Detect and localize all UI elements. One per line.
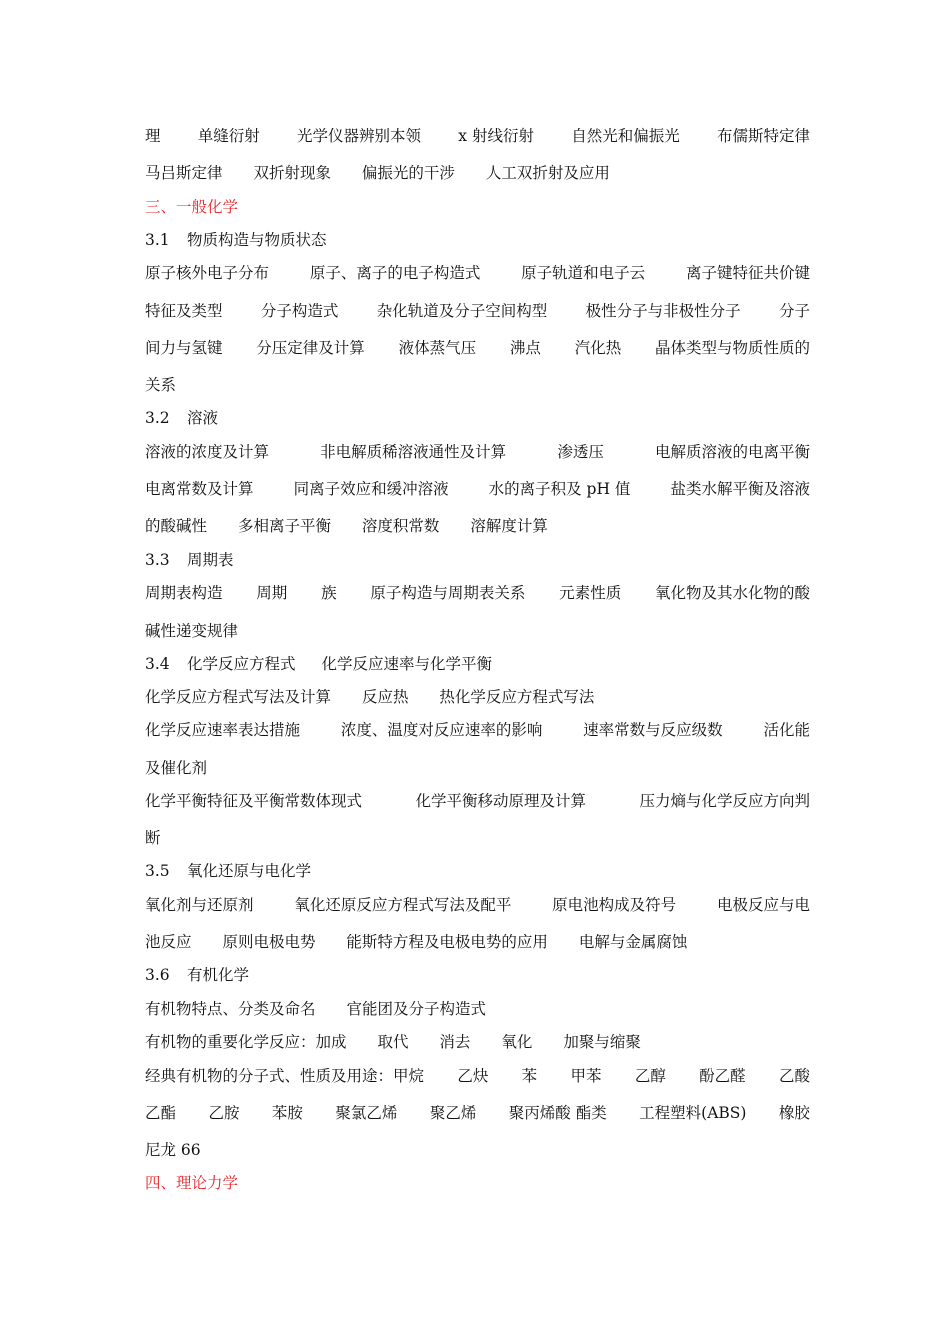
subsection-title: 周期表 xyxy=(187,551,234,569)
text-phrase: 氧化 xyxy=(501,1033,533,1051)
text-phrase: 渗透压 xyxy=(557,443,604,461)
text-phrase: 原电池构成及符号 xyxy=(552,896,677,914)
section-heading: 三、一般化学 xyxy=(145,198,239,216)
text-phrase: 非电解质稀溶液通性及计算 xyxy=(320,443,507,461)
text-phrase: 分子构造式 xyxy=(260,302,339,320)
text-phrase: 关系 xyxy=(145,376,177,394)
text-phrase: 压力熵与化学反应方向判 xyxy=(639,792,810,810)
text-phrase: x 射线衍射 xyxy=(458,127,534,145)
text-line xyxy=(145,998,810,1020)
text-line xyxy=(145,894,810,916)
text-phrase: 的酸碱性 xyxy=(145,517,208,535)
subsection-heading xyxy=(145,407,810,429)
subsection-title: 有机化学 xyxy=(187,966,250,984)
text-phrase: 酚乙醛 xyxy=(699,1067,746,1085)
subsection-heading xyxy=(145,964,810,986)
text-phrase: 取代 xyxy=(377,1033,409,1051)
text-line xyxy=(145,1102,810,1124)
text-phrase: 氧化物及其水化物的酸 xyxy=(654,584,810,602)
text-phrase: 活化能 xyxy=(763,721,810,739)
subsection-number: 3.2 xyxy=(145,409,170,427)
text-phrase: 乙胺 xyxy=(208,1104,240,1122)
text-line xyxy=(145,374,810,396)
text-phrase: 沸点 xyxy=(509,339,541,357)
subsection-number: 3.4 xyxy=(145,655,170,673)
text-phrase: 溶解度计算 xyxy=(470,517,548,535)
text-line xyxy=(145,1065,810,1087)
subsection-heading xyxy=(145,653,810,675)
text-phrase: 官能团及分子构造式 xyxy=(346,1000,486,1018)
text-phrase: 氧化剂与还原剂 xyxy=(145,896,254,914)
text-phrase: 溶液的浓度及计算 xyxy=(145,443,270,461)
text-phrase: 多相离子平衡 xyxy=(237,517,331,535)
text-phrase: 乙醇 xyxy=(634,1067,666,1085)
subsection-heading xyxy=(145,229,810,251)
subsection-heading xyxy=(145,860,810,882)
text-phrase: 人工双折射及应用 xyxy=(485,164,610,182)
text-phrase: 聚乙烯 xyxy=(429,1104,477,1122)
text-phrase: 热化学反应方程式写法 xyxy=(439,688,595,706)
text-phrase: 理 xyxy=(145,127,161,145)
text-phrase: 光学仪器辨别本领 xyxy=(297,127,422,145)
text-phrase: 原子构造与周期表关系 xyxy=(370,584,526,602)
subsection-number: 3.3 xyxy=(145,551,170,569)
text-phrase: 偏振光的干涉 xyxy=(361,164,455,182)
text-phrase: 甲苯 xyxy=(570,1067,602,1085)
subsection-number: 3.5 xyxy=(145,862,170,880)
text-line xyxy=(145,790,810,812)
text-phrase: 原子核外电子分布 xyxy=(145,264,270,282)
text-line xyxy=(145,515,810,537)
text-line xyxy=(145,686,810,708)
text-phrase: 氧化还原反应方程式写法及配平 xyxy=(294,896,512,914)
text-phrase: 分压定律及计算 xyxy=(256,339,365,357)
subsection-number: 3.1 xyxy=(145,231,170,249)
subsection-number: 3.6 xyxy=(145,966,170,984)
text-phrase: 加聚与缩聚 xyxy=(563,1033,641,1051)
text-phrase: 碱性递变规律 xyxy=(145,622,239,640)
subsection-title: 化学反应速率与化学平衡 xyxy=(321,655,493,673)
text-phrase: 及催化剂 xyxy=(145,759,208,777)
text-phrase: 聚氯乙烯 xyxy=(335,1104,398,1122)
text-line xyxy=(145,337,810,359)
text-phrase: 周期 xyxy=(256,584,288,602)
text-phrase: 反应热 xyxy=(361,688,409,706)
text-phrase: 极性分子与非极性分子 xyxy=(585,302,741,320)
subsection-title: 溶液 xyxy=(187,409,219,427)
text-phrase: 盐类水解平衡及溶液 xyxy=(670,480,810,498)
text-phrase: 单缝衍射 xyxy=(197,127,260,145)
text-phrase: 双折射现象 xyxy=(253,164,331,182)
text-line xyxy=(145,931,810,953)
text-phrase: 水的离子积及 pH 值 xyxy=(488,480,631,498)
text-phrase: 尼龙 66 xyxy=(145,1141,201,1159)
text-phrase: 池反应 xyxy=(145,933,192,951)
text-phrase: 能斯特方程及电极电势的应用 xyxy=(346,933,548,951)
text-line xyxy=(145,620,810,642)
subsection-title: 物质构造与物质状态 xyxy=(187,231,327,249)
text-line xyxy=(145,1139,810,1161)
text-phrase: 速率常数与反应级数 xyxy=(583,721,723,739)
text-phrase: 断 xyxy=(145,829,161,847)
text-phrase: 消去 xyxy=(439,1033,471,1051)
text-phrase: 杂化轨道及分子空间构型 xyxy=(376,302,548,320)
text-phrase: 橡胶 xyxy=(778,1104,810,1122)
text-line xyxy=(145,827,810,849)
text-phrase: 化学平衡移动原理及计算 xyxy=(415,792,586,810)
text-line xyxy=(145,478,810,500)
text-phrase: 特征及类型 xyxy=(145,302,223,320)
text-phrase: 聚丙烯酸 酯类 xyxy=(508,1104,607,1122)
text-phrase: 液体蒸气压 xyxy=(398,339,477,357)
subsection-title: 化学反应方程式 xyxy=(187,655,296,673)
text-line xyxy=(145,300,810,322)
text-phrase: 浓度、温度对反应速率的影响 xyxy=(340,721,543,739)
text-line xyxy=(145,441,810,463)
text-phrase: 经典有机物的分子式、性质及用途：甲烷 xyxy=(145,1067,425,1085)
text-phrase: 化学反应速率表达措施 xyxy=(145,721,301,739)
text-phrase: 有机物的重要化学反应：加成 xyxy=(145,1033,347,1051)
text-phrase: 电极反应与电 xyxy=(716,896,810,914)
text-phrase: 分子 xyxy=(778,302,810,320)
text-phrase: 有机物特点、分类及命名 xyxy=(145,1000,316,1018)
text-phrase: 电解质溶液的电离平衡 xyxy=(654,443,810,461)
text-phrase: 电解与金属腐蚀 xyxy=(578,933,688,951)
text-phrase: 化学平衡特征及平衡常数体现式 xyxy=(145,792,363,810)
text-phrase: 族 xyxy=(321,584,337,602)
text-line xyxy=(145,582,810,604)
text-phrase: 乙炔 xyxy=(457,1067,489,1085)
text-line xyxy=(145,757,810,779)
text-phrase: 原子、离子的电子构造式 xyxy=(309,264,481,282)
text-line xyxy=(145,125,810,147)
text-phrase: 苯胺 xyxy=(271,1104,303,1122)
text-line xyxy=(145,719,810,741)
text-phrase: 电离常数及计算 xyxy=(145,480,254,498)
text-phrase: 间力与氢键 xyxy=(145,339,223,357)
text-phrase: 化学反应方程式写法及计算 xyxy=(145,688,332,706)
text-phrase: 原则电极电势 xyxy=(222,933,316,951)
subsection-title: 氧化还原与电化学 xyxy=(187,862,312,880)
text-phrase: 周期表构造 xyxy=(145,584,223,602)
text-phrase: 苯 xyxy=(521,1067,538,1085)
text-phrase: 布儒斯特定律 xyxy=(716,127,810,145)
text-phrase: 汽化热 xyxy=(574,339,622,357)
text-phrase: 工程塑料(ABS) xyxy=(639,1104,747,1122)
text-phrase: 自然光和偏振光 xyxy=(571,127,680,145)
subsection-heading xyxy=(145,549,810,571)
text-phrase: 离子键特征共价键 xyxy=(685,264,810,282)
text-line xyxy=(145,162,810,184)
text-phrase: 乙酯 xyxy=(145,1104,177,1122)
text-line xyxy=(145,1031,810,1053)
text-phrase: 同离子效应和缓冲溶液 xyxy=(293,480,449,498)
text-phrase: 原子轨道和电子云 xyxy=(521,264,646,282)
section-heading: 四、理论力学 xyxy=(145,1174,239,1192)
text-phrase: 元素性质 xyxy=(559,584,622,602)
text-phrase: 马吕斯定律 xyxy=(145,164,223,182)
text-line xyxy=(145,262,810,284)
text-phrase: 晶体类型与物质性质的 xyxy=(654,339,810,357)
text-phrase: 溶度积常数 xyxy=(361,517,440,535)
text-phrase: 乙酸 xyxy=(778,1067,810,1085)
